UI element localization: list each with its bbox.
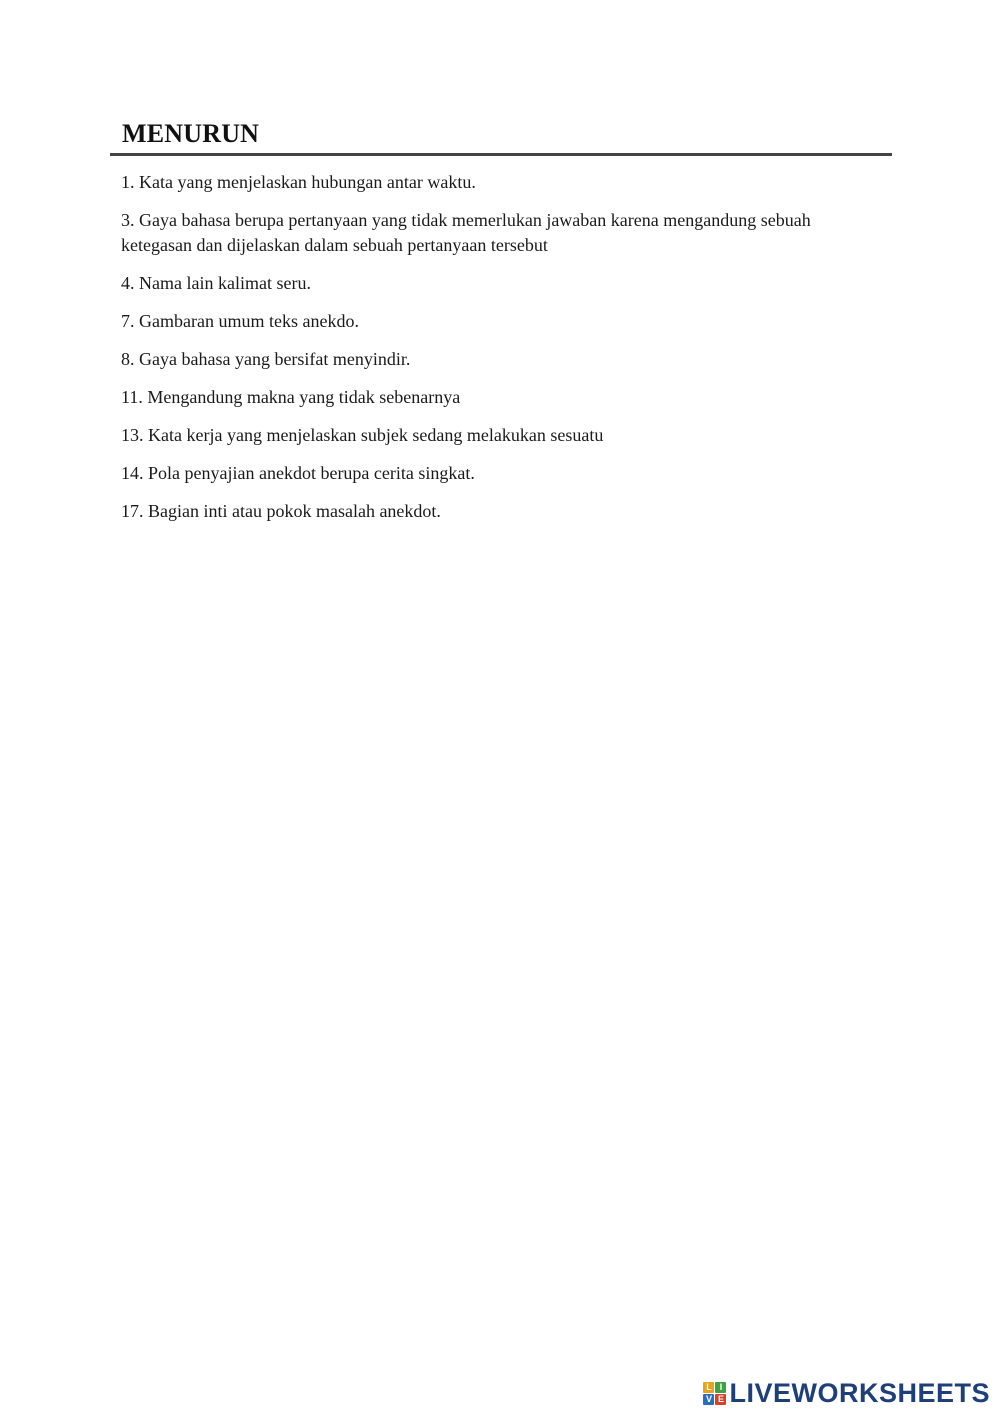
clue-item: 14. Pola penyajian anekdot berupa cerita singkat. xyxy=(121,463,475,483)
section-title: MENURUN xyxy=(122,119,260,148)
logo-mark-letter: I xyxy=(715,1382,726,1393)
clue-item: 17. Bagian inti atau pokok masalah anekdot. xyxy=(121,501,441,521)
title-divider xyxy=(110,153,892,156)
clue-item: 1. Kata yang menjelaskan hubungan antar waktu. xyxy=(121,172,476,192)
logo-text: LIVEWORKSHEETS xyxy=(729,1377,990,1408)
clue-item: 3. Gaya bahasa berupa pertanyaan yang tidak memerlukan jawaban karena mengandung sebuah ketegasan dan dijelaskan dalam sebuah pertanyaan tersebut xyxy=(121,210,811,255)
clue-item: 11. Mengandung makna yang tidak sebenarnya xyxy=(121,387,461,407)
liveworksheets-logo-icon xyxy=(703,1382,726,1405)
clue-item: 8. Gaya bahasa yang bersifat menyindir. xyxy=(121,349,411,369)
logo-mark-letter: V xyxy=(703,1394,714,1405)
logo-mark-letter: E xyxy=(715,1394,726,1405)
clue-list xyxy=(121,170,861,537)
clue-item: 7. Gambaran umum teks anekdo. xyxy=(121,311,359,331)
clue-item: 13. Kata kerja yang menjelaskan subjek sedang melakukan sesuatu xyxy=(121,425,604,445)
logo-mark-letter: L xyxy=(703,1382,714,1393)
clue-item: 4. Nama lain kalimat seru. xyxy=(121,273,311,293)
liveworksheets-logo xyxy=(703,1378,990,1408)
